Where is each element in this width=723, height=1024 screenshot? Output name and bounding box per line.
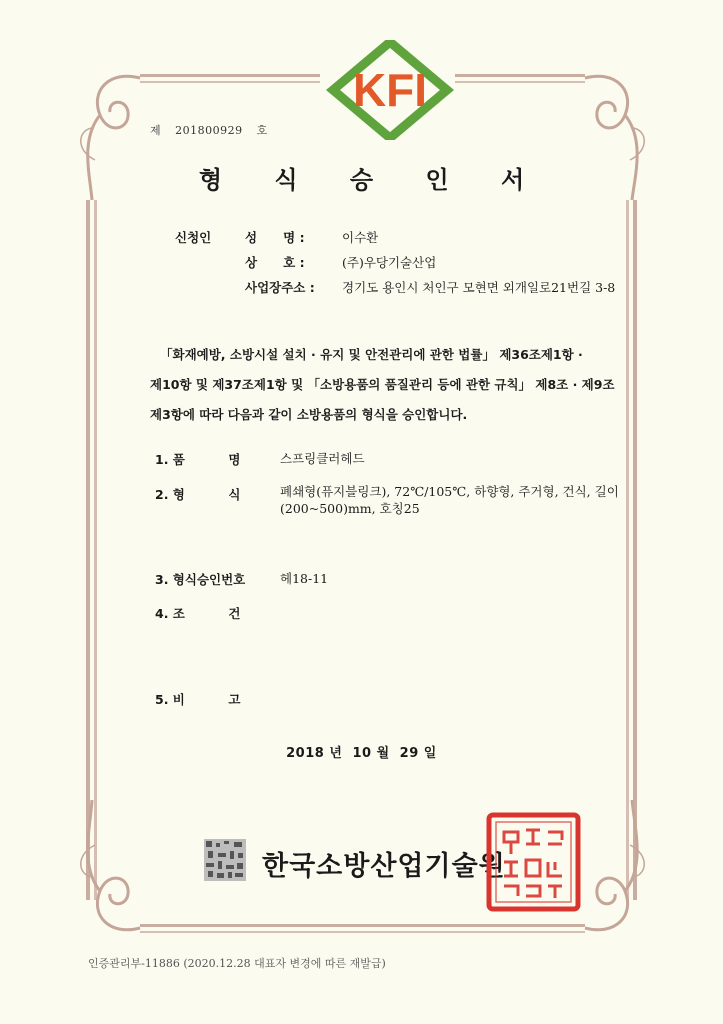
certificate-number <box>150 122 278 138</box>
qr-code-icon <box>204 839 246 881</box>
item-value-2: 폐쇄형(퓨지블링크), 72℃/105℃, 하향형, 주거형, 건식, 길이(200~500)mm, 호칭25 <box>280 484 619 516</box>
cert-suffix: 호 <box>256 124 268 137</box>
item-label-3: 3. 형식승인번호 <box>155 572 246 587</box>
item-label-2: 2. 형 식 <box>155 487 241 502</box>
item-label-4: 4. 조 건 <box>155 606 241 621</box>
issuer-name: 한국소방산업기술원 <box>262 851 506 882</box>
cert-prefix: 제 <box>150 124 162 137</box>
issue-date: 2018 년 10 월 29 일 <box>286 746 437 761</box>
official-seal-icon <box>486 812 581 912</box>
name-value: 이수환 <box>342 230 379 245</box>
item-label-5: 5. 비 고 <box>155 692 241 707</box>
name-label: 성 명 : <box>245 230 305 245</box>
cert-number: 201800929 <box>175 124 243 137</box>
logo-text: KFI <box>352 64 428 116</box>
kfi-logo <box>325 40 455 140</box>
company-value: (주)우당기술산업 <box>342 255 437 270</box>
company-label: 상 호 : <box>245 255 305 270</box>
law-line-1: 「화재예방, 소방시설 설치 · 유지 및 안전관리에 관한 법률」 제36조제1항 · <box>160 347 583 362</box>
item-value-3: 헤18-11 <box>280 571 329 586</box>
applicant-label: 신청인 <box>175 230 212 245</box>
law-line-3: 제3항에 따라 다음과 같이 소방용품의 형식을 승인합니다. <box>150 407 468 422</box>
page-title: 형 식 승 인 서 <box>198 166 547 194</box>
law-line-2: 제10항 및 제37조제1항 및 「소방용품의 품질관리 등에 관한 규칙」 제8조 · 제9조 <box>150 377 615 392</box>
address-value: 경기도 용인시 처인구 모현면 외개일로21번길 3-8 <box>342 280 616 295</box>
item-value-1: 스프링클러헤드 <box>280 451 365 466</box>
item-label-1: 1. 품 명 <box>155 452 241 467</box>
reissue-note: 인증관리부-11886 (2020.12.28 대표자 변경에 따른 재발급) <box>88 957 386 970</box>
law-paragraph <box>150 340 670 430</box>
address-label: 사업장주소 : <box>245 280 315 295</box>
